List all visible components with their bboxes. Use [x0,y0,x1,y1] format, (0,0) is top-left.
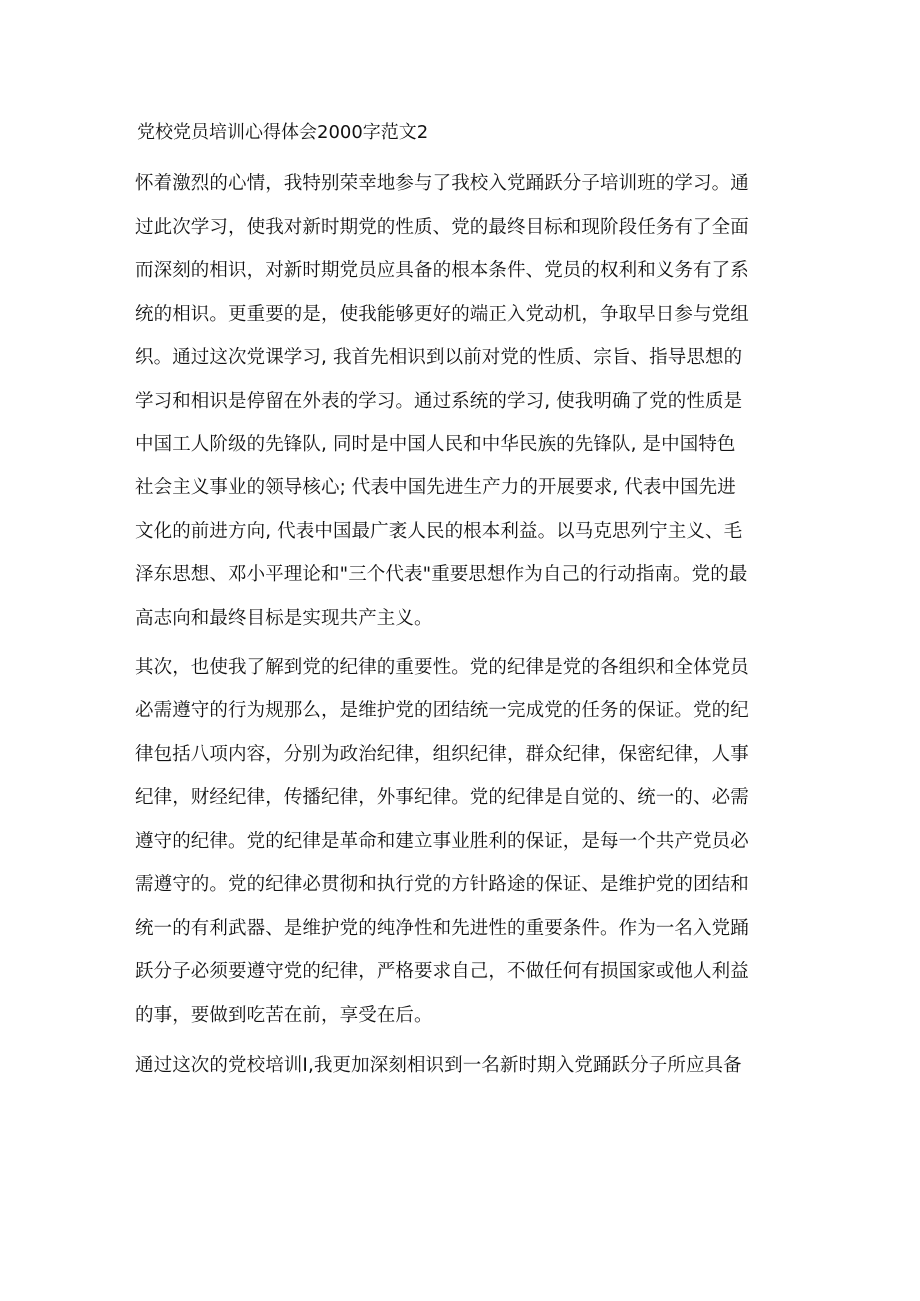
paragraph-1-line: 社会主义事业的领导核心; 代表中国先进生产力的开展要求, 代表中国先进 [135,477,736,498]
paragraph-2-line: 的事，要做到吃苦在前，享受在后。 [135,1005,433,1026]
document-title: 党校党员培训心得体会2000字范文2 [137,122,429,143]
paragraph-1-line: 怀着激烈的心情，我特别荣幸地参与了我校入党踊跃分子培训班的学习。通 [135,173,749,194]
paragraph-2-line: 统一的有利武器、是维护党的纯净性和先进性的重要条件。作为一名入党踊 [135,918,749,939]
paragraph-1-line: 高志向和最终目标是实现共产主义。 [135,608,433,629]
paragraph-2-line: 遵守的纪律。党的纪律是革命和建立事业胜利的保证，是每一个共产党员必 [135,831,749,852]
paragraph-1-line: 过此次学习，使我对新时期党的性质、党的最终目标和现阶段任务有了全面 [135,217,749,238]
paragraph-1-line: 文化的前进方向, 代表中国最广袤人民的根本利益。以马克思列宁主义、毛 [135,521,743,542]
paragraph-1-line: 统的相识。更重要的是，使我能够更好的端正入党动机，争取早日参与党组 [135,304,749,325]
paragraph-2-line: 其次，也使我了解到党的纪律的重要性。党的纪律是党的各组织和全体党员 [135,657,749,678]
paragraph-1-line: 中国工人阶级的先锋队, 同时是中国人民和中华民族的先锋队, 是中国特色 [135,434,736,455]
paragraph-1-line: 而深刻的相识，对新时期党员应具备的根本条件、党员的权利和义务有了系 [135,260,749,281]
paragraph-2-line: 跃分子必须要遵守党的纪律，严格要求自己，不做任何有损国家或他人利益 [135,961,749,982]
paragraph-3-line: 通过这次的党校培训I,我更加深刻相识到一名新时期入党踊跃分子所应具备 [135,1055,742,1076]
paragraph-1-line: 织。通过这次党课学习, 我首先相识到以前对党的性质、宗旨、指导思想的 [135,347,743,368]
paragraph-2-line: 需遵守的。党的纪律必贯彻和执行党的方针路途的保证、是维护党的团结和 [135,874,749,895]
paragraph-2-line: 纪律，财经纪律，传播纪律，外事纪律。党的纪律是自觉的、统一的、必需 [135,787,749,808]
paragraph-1-line: 泽东思想、邓小平理论和"三个代表"重要思想作为自己的行动指南。党的最 [135,564,748,585]
paragraph-2-line: 律包括八项内容，分别为政治纪律，组织纪律，群众纪律，保密纪律，人事 [135,744,749,765]
paragraph-1-line: 学习和相识是停留在外表的学习。通过系统的学习, 使我明确了党的性质是 [135,391,743,412]
paragraph-2-line: 必需遵守的行为规那么，是维护党的团结统一完成党的任务的保证。党的纪 [135,700,749,721]
